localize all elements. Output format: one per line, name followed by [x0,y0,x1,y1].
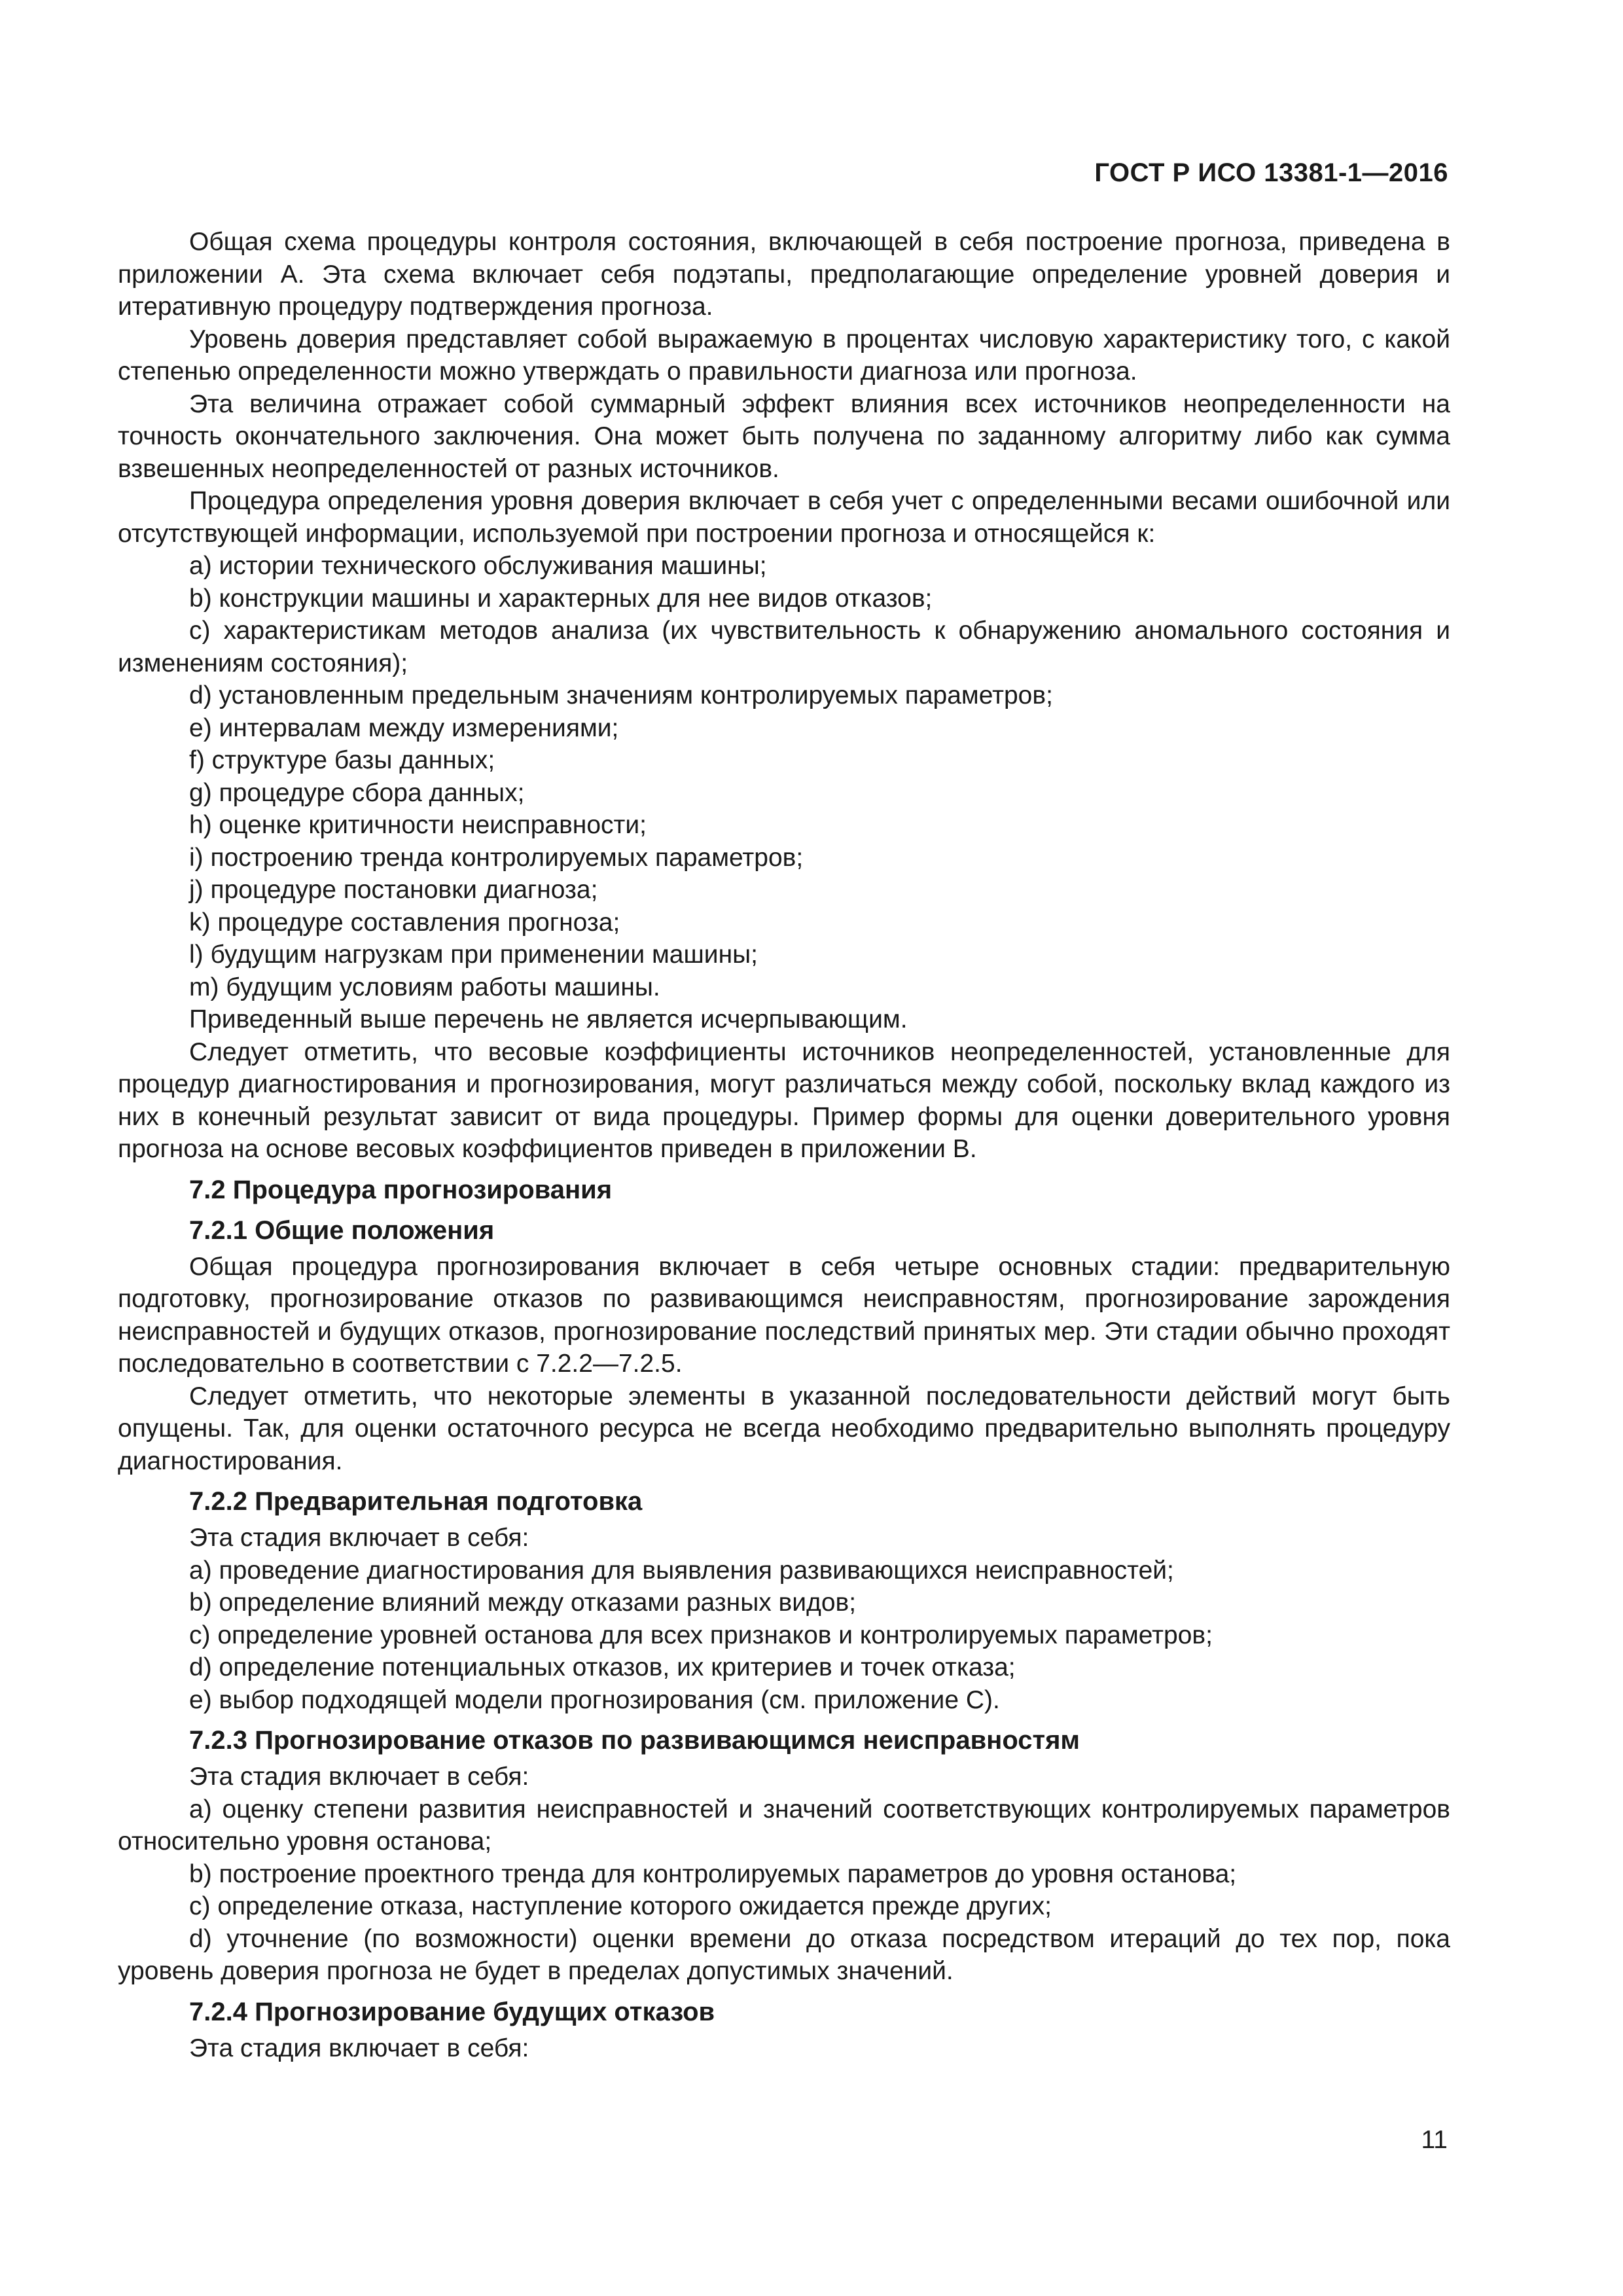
section-heading-7-2-4: 7.2.4 Прогнозирование будущих отказов [189,1997,715,2026]
stage-intro: Эта стадия включает в себя: [189,2034,529,2062]
section-heading-7-2-3: 7.2.3 Прогнозирование отказов по развивающимся неисправностям [189,1726,1080,1755]
list-item: d) определение потенциальных отказов, их критериев и точек отказа; [189,1653,1016,1681]
list-item: c) определение уровней останова для всех признаков и контролируемых параметров; [189,1621,1213,1649]
section-heading-7-2-1: 7.2.1 Общие положения [189,1215,495,1245]
list-item: b) определение влияний между отказами разных видов; [189,1588,857,1617]
list-item: h) оценке критичности неисправности; [189,811,647,839]
list-item: f) структуре базы данных; [189,746,495,774]
list-item: a) истории технического обслуживания машины; [189,552,767,580]
list-item: c) характеристикам методов анализа (их чувствительность к обнаружению аномального состояния и изменениям состояния); [118,617,1450,677]
list-item: j) процедуре постановки диагноза; [189,876,598,904]
stage-intro: Эта стадия включает в себя: [189,1524,529,1552]
paragraph: Эта величина отражает собой суммарный эффект влияния всех источников неопределенности на точность окончательного заключения. Она может быть получена по заданному алгоритму либо как сумма взвешенных неопределенностей от разных источников. [118,389,1450,483]
list-item: c) определение отказа, наступление которого ожидается прежде других; [189,1892,1052,1920]
list-item: b) построение проектного тренда для контролируемых параметров до уровня останова; [189,1859,1237,1888]
paragraph: Уровень доверия представляет собой выражаемую в процентах числовую характеристику того, с какой степенью определенности можно утверждать о правильности диагноза или прогноза. [118,325,1450,386]
list-item: a) оценку степени развития неисправностей и значений соответствующих контролируемых параметров относительно уровня останова; [118,1795,1450,1856]
list-item: e) выбор подходящей модели прогнозирования (см. приложение С). [189,1685,1000,1714]
list-item: l) будущим нагрузкам при применении машины; [189,941,758,969]
document-body [118,226,1450,2064]
paragraph: Следует отметить, что некоторые элементы в указанной последовательности действий могут быть опущены. Так, для оценки остаточного ресурса не всегда необходимо предварительно выполнять процедуру диагностирования. [118,1382,1450,1475]
paragraph: Общая процедура прогнозирования включает в себя четыре основных стадии: предварительную подготовку, прогнозирование отказов по развивающимся неисправностям, прогнозирование зарождения неисправностей и будущих отказов, прогнозирование последствий принятых мер. Эти стадии обычно проходят последовательно в соответствии с 7.2.2—7.2.5. [118,1252,1450,1378]
list-item: m) будущим условиям работы машины. [189,973,660,1001]
stage-intro: Эта стадия включает в себя: [189,1763,529,1791]
list-item: k) процедуре составления прогноза; [189,908,620,937]
list-item: i) построению тренда контролируемых параметров; [189,843,804,872]
paragraph: Процедура определения уровня доверия включает в себя учет с определенными весами ошибочной или отсутствующей информации, используемой при построении прогноза и относящейся к: [118,487,1450,548]
list-item: d) установленным предельным значениям контролируемых параметров; [189,681,1053,709]
section-heading-7-2: 7.2 Процедура прогнозирования [189,1175,613,1204]
standard-header: ГОСТ Р ИСО 13381-1—2016 [1094,158,1448,187]
paragraph: Приведенный выше перечень не является исчерпывающим. [189,1005,908,1033]
paragraph: Общая схема процедуры контроля состояния, включающей в себя построение прогноза, приведена в приложении А. Эта схема включает себя подэтапы, предполагающие определение уровней доверия и итеративную процедуру подтверждения прогноза. [118,228,1450,321]
list-item: a) проведение диагностирования для выявления развивающихся неисправностей; [189,1556,1174,1585]
section-heading-7-2-2: 7.2.2 Предварительная подготовка [189,1487,643,1516]
list-item: e) интервалам между измерениями; [189,713,619,742]
list-item: g) процедуре сбора данных; [189,778,525,807]
list-item: d) уточнение (по возможности) оценки времени до отказа посредством итераций до тех пор, пока уровень доверия прогноза не будет в пределах допустимых значений. [118,1924,1450,1985]
page-number: 11 [1421,2126,1448,2154]
list-item: b) конструкции машины и характерных для нее видов отказов; [189,584,933,613]
paragraph: Следует отметить, что весовые коэффициенты источников неопределенностей, установленные для процедур диагностирования и прогнозирования, могут различаться между собой, поскольку вклад каждого из них в конечный результат зависит от вида процедуры. Пример формы для оценки доверительного уровня прогноза на основе весовых коэффициентов приведен в приложении В. [118,1037,1450,1163]
